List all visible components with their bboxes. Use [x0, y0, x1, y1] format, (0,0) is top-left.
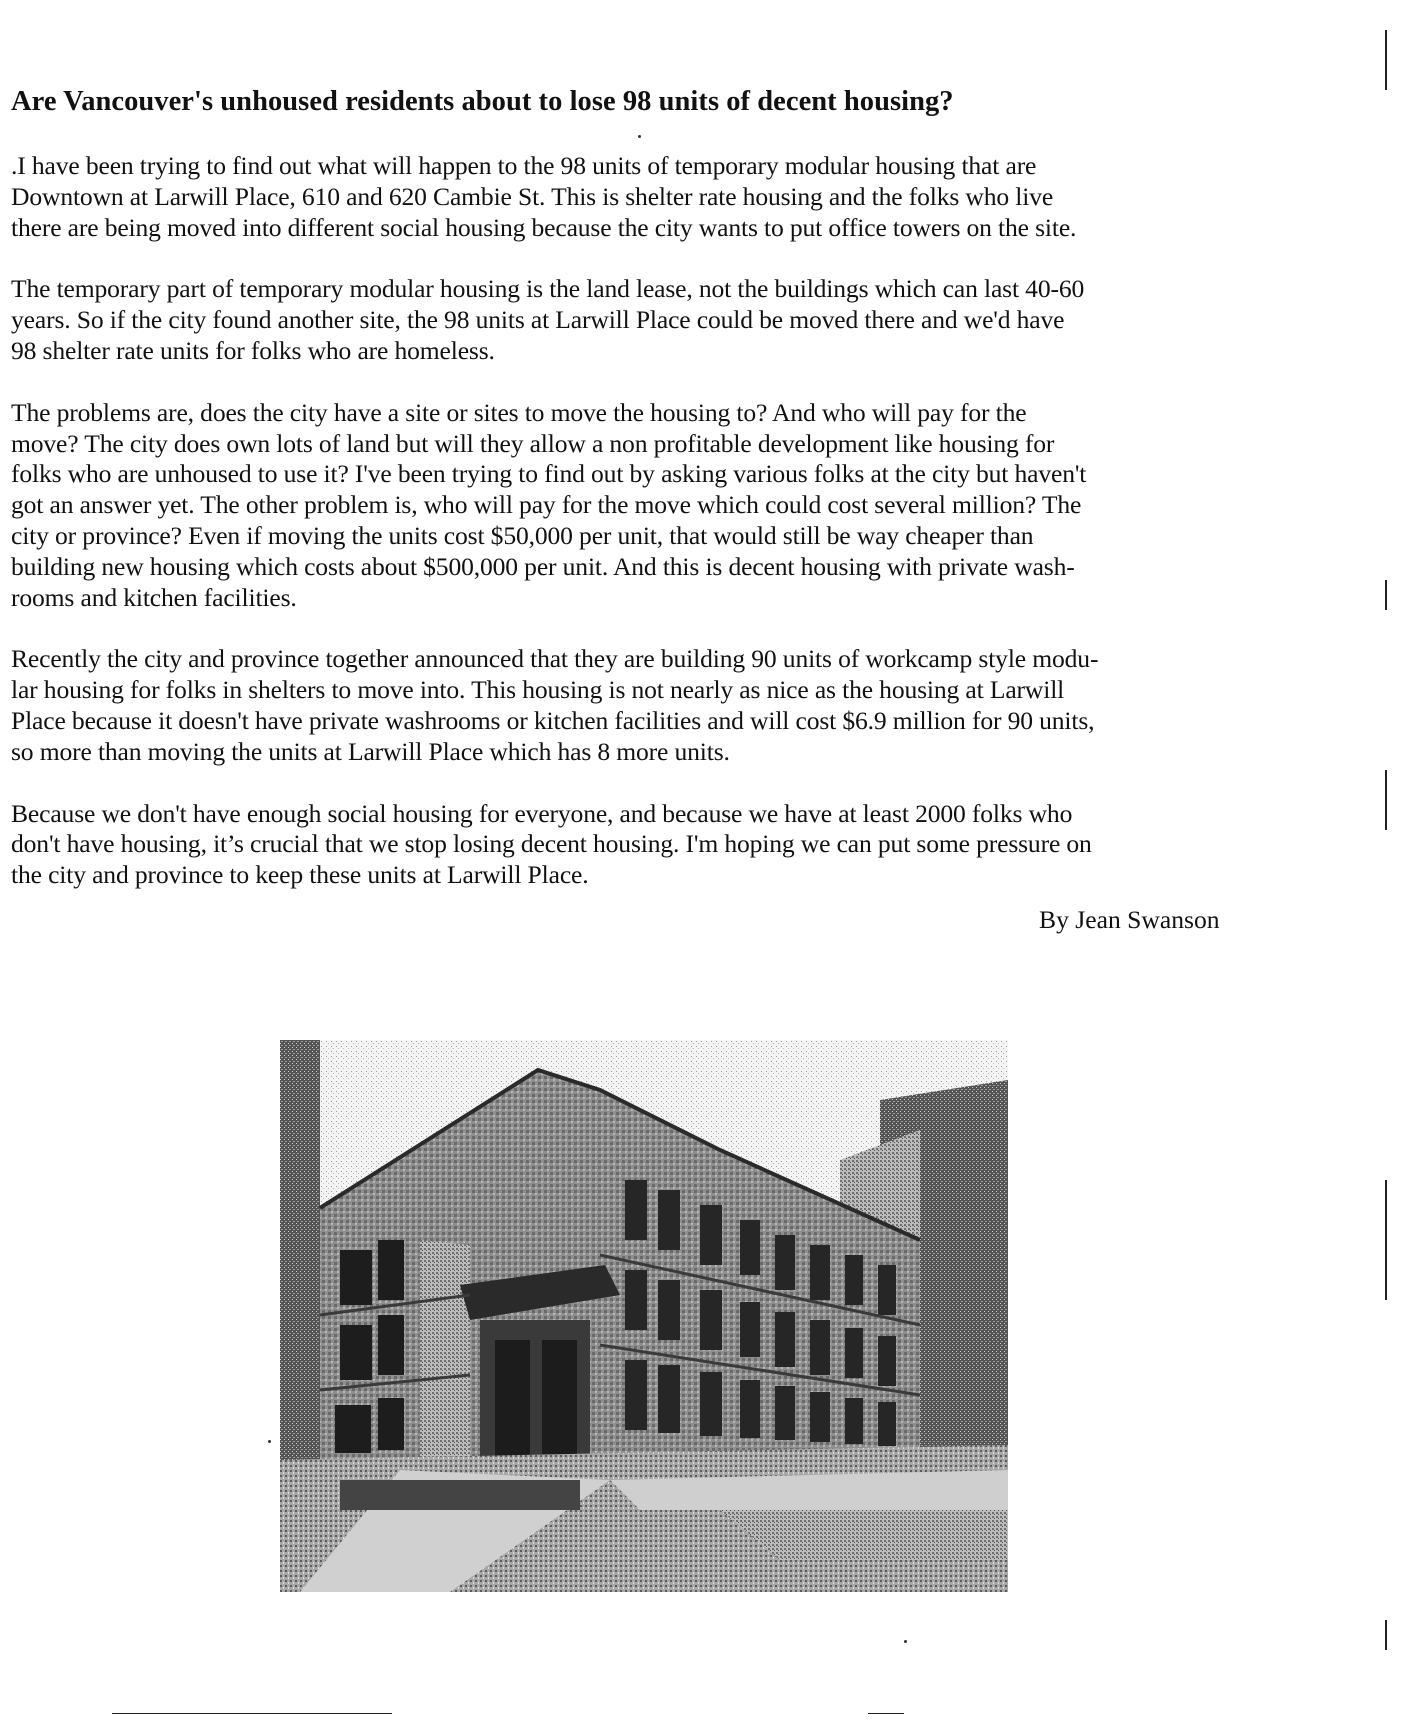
paragraph-2 [11, 274, 1311, 366]
text-line: lar housing for folks in shelters to move into. This housing is not nearly as nice as the housing at Larwill [11, 675, 1065, 705]
byline: By Jean Swanson [1039, 905, 1220, 934]
paragraph-3 [11, 398, 1311, 614]
text-line: Place because it doesn't have private washrooms or kitchen facilities and will cost $6.9 million for 90 units, [11, 705, 1095, 735]
page-edge-mark [1385, 1180, 1387, 1300]
text-line: .I have been trying to find out what will happen to the 98 units of temporary modular housing that are [11, 151, 1037, 180]
text-line: the city and province to keep these units at Larwill Place. [11, 860, 589, 890]
article-body [11, 151, 1311, 922]
building-photo [280, 1040, 1008, 1592]
page-edge-mark [1385, 30, 1387, 90]
scan-speck [268, 1440, 271, 1443]
page-edge-mark [1385, 770, 1387, 830]
page-edge-mark [1385, 580, 1387, 610]
text-line: got an answer yet. The other problem is, who will pay for the move which could cost several million? The [11, 490, 1082, 520]
text-line: The temporary part of temporary modular housing is the land lease, not the buildings which can last 40-60 [11, 274, 1085, 304]
article-headline: Are Vancouver's unhoused residents about to lose 98 units of decent housing? [11, 86, 954, 117]
text-line: Because we don't have enough social housing for everyone, and because we have at least 2000 folks who [11, 798, 1073, 828]
text-line: so more than moving the units at Larwill Place which has 8 more units. [11, 736, 730, 766]
text-line: move? The city does own lots of land but will they allow a non profitable development like housing for [11, 428, 1055, 458]
text-line: years. So if the city found another site, the 98 units at Larwill Place could be moved there and we'd have [11, 305, 1065, 335]
scan-speck [904, 1640, 907, 1643]
text-line: city or province? Even if moving the units cost $50,000 per unit, that would still be way cheaper than [11, 520, 1034, 550]
paragraph-4 [11, 644, 1311, 767]
text-line: Recently the city and province together announced that they are building 90 units of workcamp style modu- [11, 644, 1099, 674]
footer-rule-left [112, 1713, 392, 1714]
footer-rule-center [868, 1713, 904, 1714]
text-line: don't have housing, it’s crucial that we stop losing decent housing. I'm hoping we can put some pressure on [11, 829, 1092, 859]
text-line: 98 shelter rate units for folks who are homeless. [11, 335, 495, 365]
text-line: The problems are, does the city have a site or sites to move the housing to? And who will pay for the [11, 397, 1027, 427]
scan-speck [638, 135, 641, 138]
text-line: folks who are unhoused to use it? I've been trying to find out by asking various folks at the city but haven't [11, 459, 1087, 489]
text-line: Downtown at Larwill Place, 610 and 620 Cambie St. This is shelter rate housing and the folks who live [11, 181, 1054, 211]
paragraph-5 [11, 799, 1311, 891]
building-photo-image [280, 1040, 1008, 1592]
page-edge-mark [1385, 1620, 1387, 1650]
text-line: rooms and kitchen facilities. [11, 582, 297, 612]
text-line: building new housing which costs about $500,000 per unit. And this is decent housing with private wash- [11, 551, 1075, 581]
paragraph-1 [11, 151, 1311, 243]
text-line: there are being moved into different social housing because the city wants to put office towers on the site. [11, 212, 1077, 242]
